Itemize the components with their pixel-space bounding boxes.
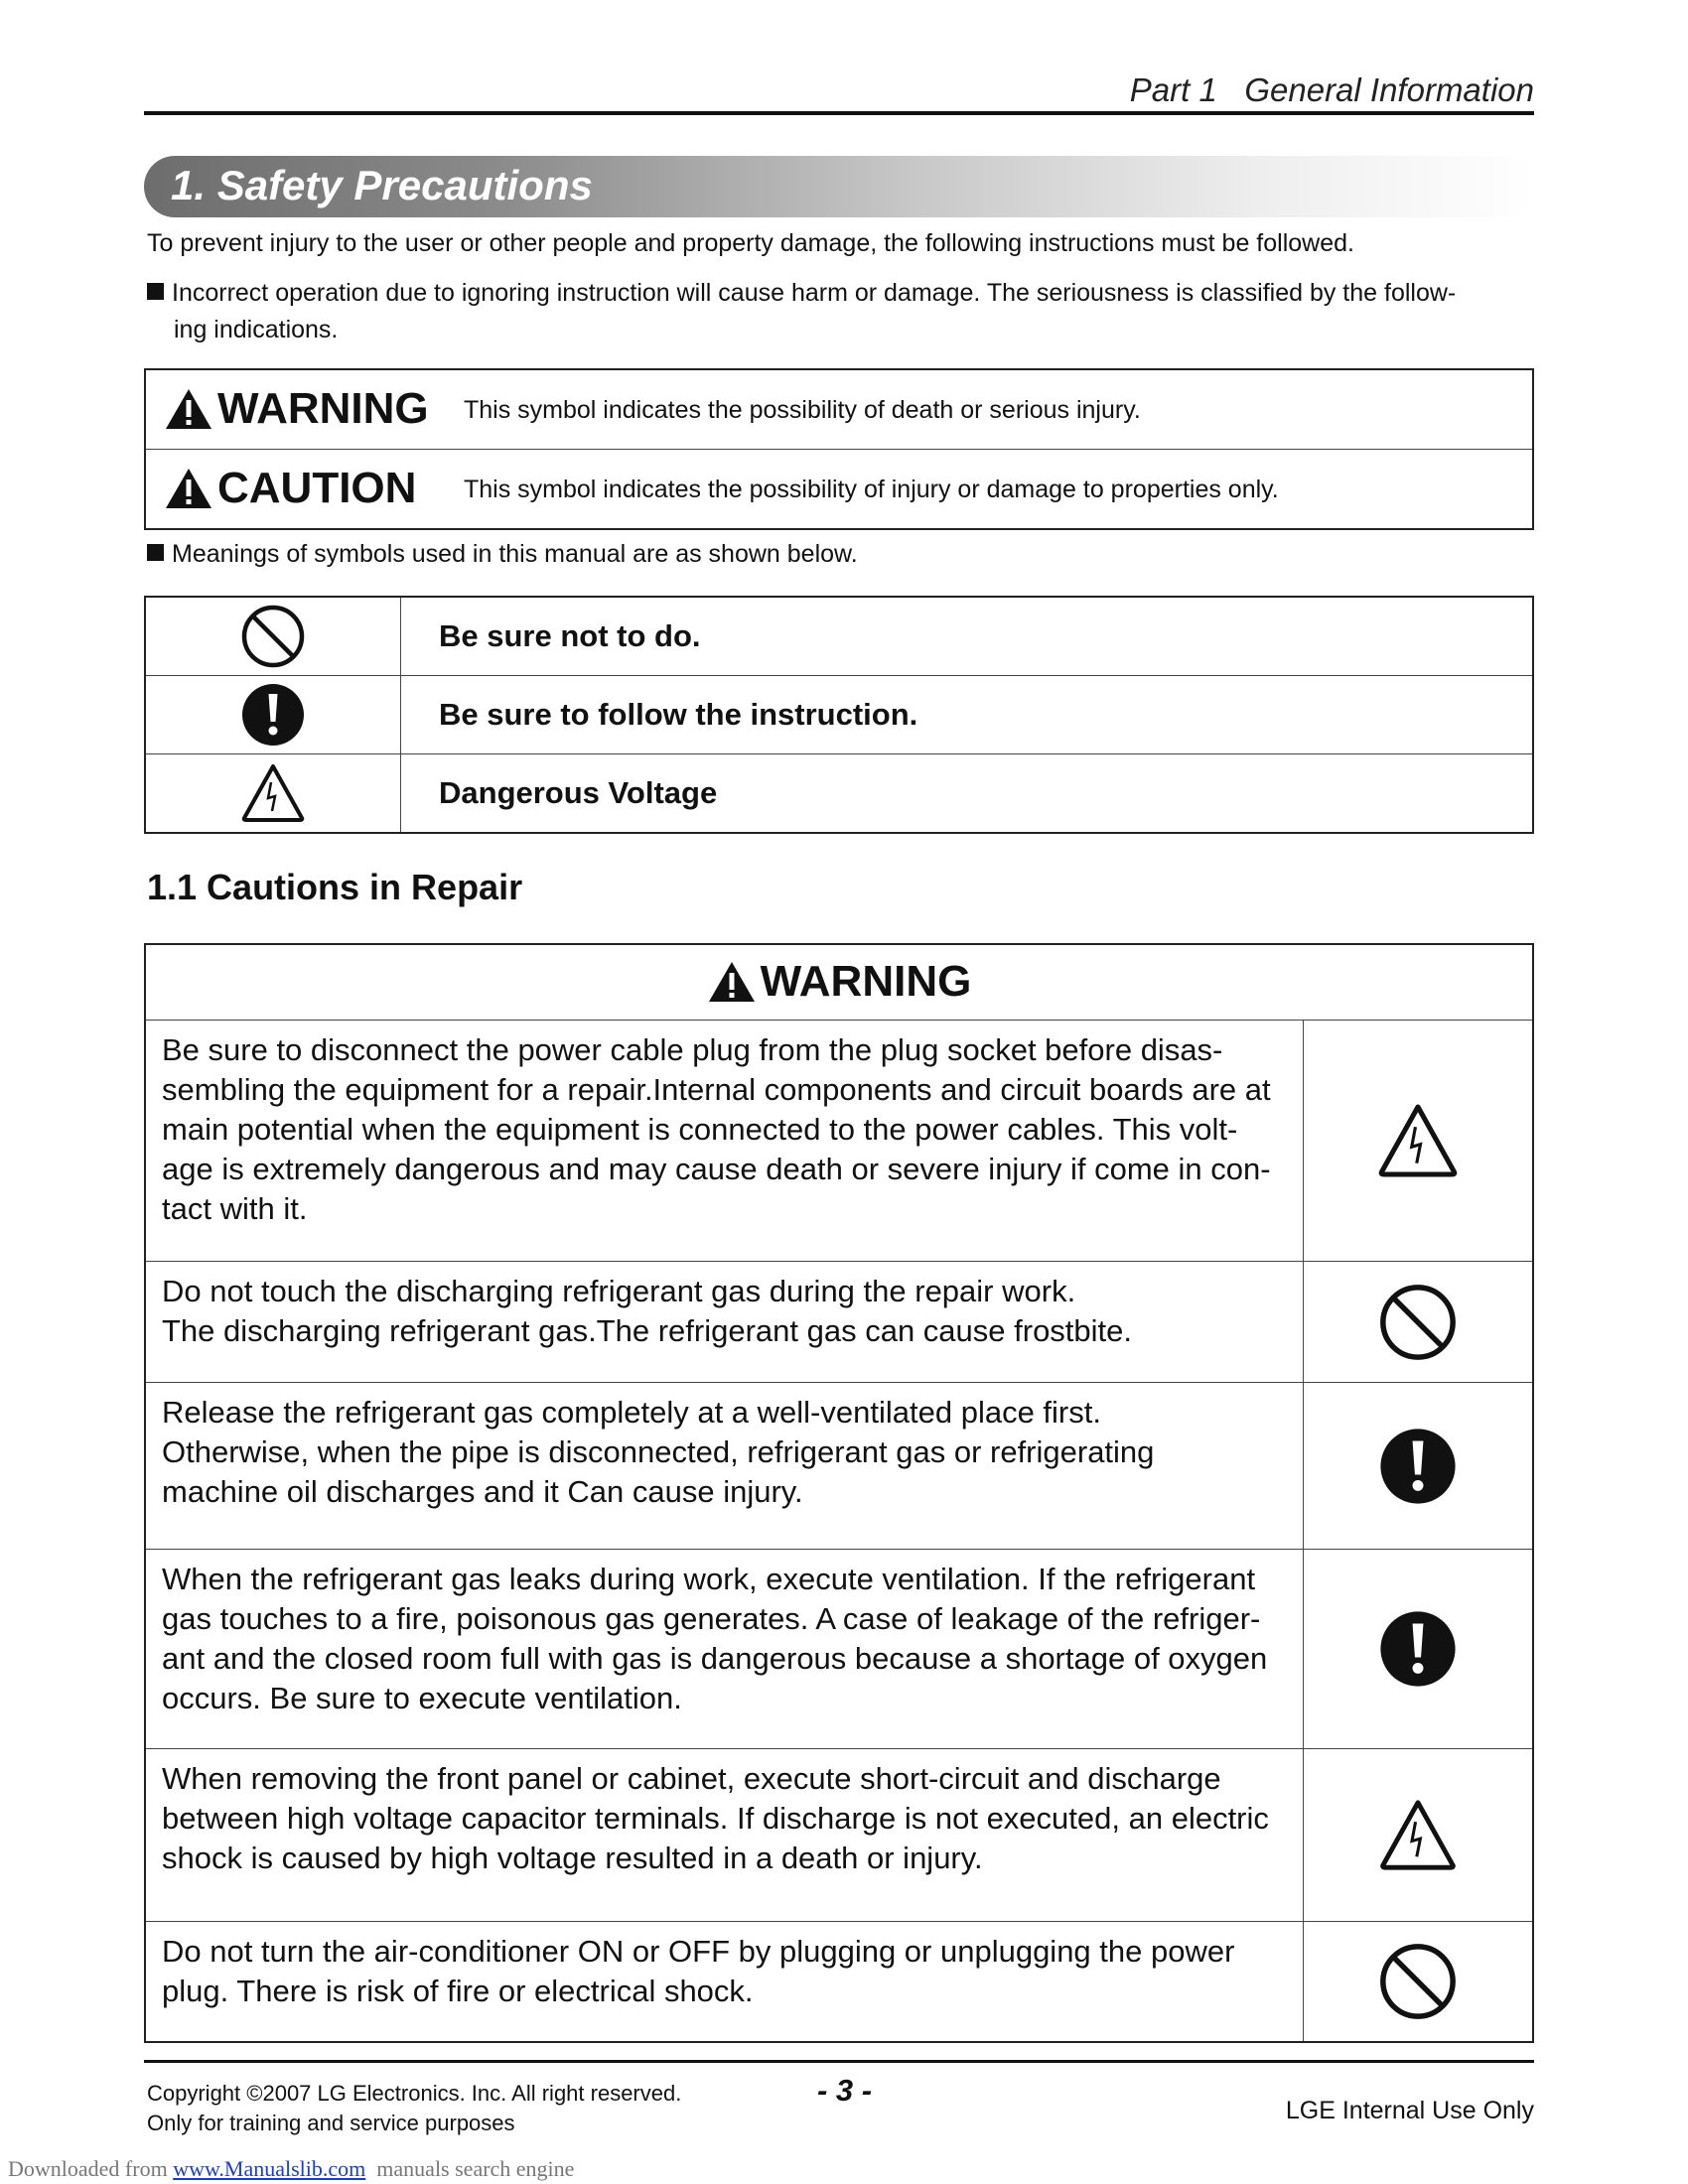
warning-line: Release the refrigerant gas completely at a well-ventilated place first.	[162, 1395, 1101, 1430]
bullet-square-icon	[147, 544, 164, 561]
warning-line: occurs. Be sure to execute ventilation.	[162, 1681, 682, 1715]
page-title: 1. Safety Precautions	[171, 162, 593, 208]
internal-use-text: LGE Internal Use Only	[1285, 2097, 1534, 2124]
warning-line: When removing the front panel or cabinet, execute short-circuit and discharge	[162, 1761, 1221, 1796]
warning-text	[145, 1749, 1304, 1922]
warning-text	[145, 1550, 1304, 1749]
warning-header	[145, 944, 1533, 1021]
symbol-row	[145, 597, 1533, 676]
warning-line: plug. There is risk of fire or electrical shock.	[162, 1974, 754, 2008]
warning-line: between high voltage capacitor terminals. If discharge is not executed, an electric	[162, 1801, 1269, 1836]
signal-word-table	[144, 368, 1534, 530]
download-prefix: Downloaded from	[8, 2156, 168, 2181]
warning-triangle-icon	[707, 960, 757, 1004]
warning-icon-cell	[1304, 1383, 1534, 1550]
signal-row-caution	[146, 449, 1532, 528]
prohibition-icon	[240, 604, 306, 669]
symbol-row	[145, 676, 1533, 754]
warning-row	[145, 1383, 1533, 1550]
subsection-title: 1.1 Cautions in Repair	[147, 867, 523, 907]
symbol-label: Be sure not to do.	[401, 597, 1534, 676]
prohibition-icon	[1378, 1942, 1458, 2021]
page-number: - 3 -	[817, 2073, 873, 2108]
purpose-text: Only for training and service purposes	[147, 2111, 515, 2135]
symbol-icon-cell	[145, 754, 401, 834]
download-banner	[8, 2156, 574, 2182]
signal-word-label: WARNING	[217, 384, 429, 433]
warning-line: gas touches to a fire, poisonous gas generates. A case of leakage of the refriger-	[162, 1601, 1261, 1636]
bullet-line-2: ing indications.	[174, 316, 339, 343]
signal-word-label: CAUTION	[217, 464, 417, 512]
header-part: Part 1	[1129, 71, 1217, 108]
warning-icon-cell	[1304, 1922, 1534, 2042]
warning-line: When the refrigerant gas leaks during work, execute ventilation. If the refrigerant	[162, 1562, 1256, 1596]
mandatory-action-icon	[240, 682, 306, 748]
warning-line: age is extremely dangerous and may cause death or severe injury if come in con-	[162, 1152, 1271, 1186]
warning-header-row	[145, 944, 1533, 1021]
caution-triangle-icon	[164, 467, 213, 510]
warning-heading-label: WARNING	[760, 956, 972, 1006]
signal-description: This symbol indicates the possibility of injury or damage to properties only.	[464, 476, 1279, 503]
warning-row	[145, 1262, 1533, 1383]
signal-word-caution	[164, 464, 416, 513]
symbol-label: Dangerous Voltage	[401, 754, 1534, 834]
intro-text: To prevent injury to the user or other people and property damage, the following instructions must be followed.	[147, 229, 1354, 257]
signal-word-warning	[164, 384, 429, 434]
warning-text	[145, 1262, 1304, 1383]
bullet-paragraph	[147, 275, 1535, 348]
bullet-square-icon	[147, 283, 164, 300]
signal-description: This symbol indicates the possibility of death or serious injury.	[464, 396, 1141, 424]
warning-triangle-icon	[164, 387, 213, 431]
warning-row	[145, 1922, 1533, 2042]
download-suffix: manuals search engine	[376, 2156, 575, 2181]
warning-icon-cell	[1304, 1021, 1534, 1262]
warning-line: Do not turn the air-conditioner ON or OFF by plugging or unplugging the power	[162, 1934, 1235, 1969]
footer-rule	[144, 2060, 1534, 2063]
manualslib-link[interactable]: www.Manualslib.com	[173, 2156, 366, 2181]
warning-line: ant and the closed room full with gas is dangerous because a shortage of oxygen	[162, 1641, 1268, 1676]
warning-icon-cell	[1304, 1262, 1534, 1383]
symbol-icon-cell	[145, 597, 401, 676]
mandatory-action-icon	[1378, 1609, 1458, 1689]
high-voltage-icon	[1378, 1798, 1458, 1872]
header-section: General Information	[1244, 71, 1534, 108]
copyright-text: Copyright ©2007 LG Electronics. Inc. All right reserved.	[147, 2081, 682, 2106]
warning-line: tact with it.	[162, 1191, 308, 1226]
warning-line: sembling the equipment for a repair.Internal components and circuit boards are at	[162, 1072, 1271, 1107]
warning-line: Do not touch the discharging refrigerant gas during the repair work.	[162, 1274, 1076, 1308]
symbol-label: Be sure to follow the instruction.	[401, 676, 1534, 754]
warning-line: The discharging refrigerant gas.The refrigerant gas can cause frostbite.	[162, 1313, 1133, 1348]
prohibition-icon	[1378, 1283, 1458, 1362]
warning-line: Be sure to disconnect the power cable plug from the plug socket before disas-	[162, 1032, 1223, 1067]
warning-text	[145, 1383, 1304, 1550]
meanings-text: Meanings of symbols used in this manual are as shown below.	[172, 540, 858, 568]
warning-row	[145, 1021, 1533, 1262]
meanings-intro	[147, 540, 858, 569]
mandatory-action-icon	[1378, 1427, 1458, 1506]
bullet-line-1: Incorrect operation due to ignoring instruction will cause harm or damage. The seriousness is classified by the follow-	[172, 279, 1457, 307]
warning-icon-cell	[1304, 1749, 1534, 1922]
signal-row-warning	[146, 370, 1532, 449]
warning-line: main potential when the equipment is connected to the power cables. This volt-	[162, 1112, 1238, 1147]
warning-row	[145, 1550, 1533, 1749]
warning-line: shock is caused by high voltage resulted in a death or injury.	[162, 1841, 983, 1875]
warning-line: machine oil discharges and it Can cause injury.	[162, 1474, 803, 1509]
high-voltage-icon	[240, 762, 306, 824]
warning-icon-cell	[1304, 1550, 1534, 1749]
running-header	[1130, 71, 1534, 109]
symbol-icon-cell	[145, 676, 401, 754]
symbol-row	[145, 754, 1533, 834]
repair-warning-table	[144, 943, 1534, 2043]
warning-text	[145, 1021, 1304, 1262]
warning-row	[145, 1749, 1533, 1922]
warning-line: Otherwise, when the pipe is disconnected, refrigerant gas or refrigerating	[162, 1434, 1155, 1469]
high-voltage-icon	[1376, 1102, 1460, 1179]
header-rule	[144, 111, 1534, 115]
symbol-table	[144, 596, 1534, 834]
warning-text	[145, 1922, 1304, 2042]
